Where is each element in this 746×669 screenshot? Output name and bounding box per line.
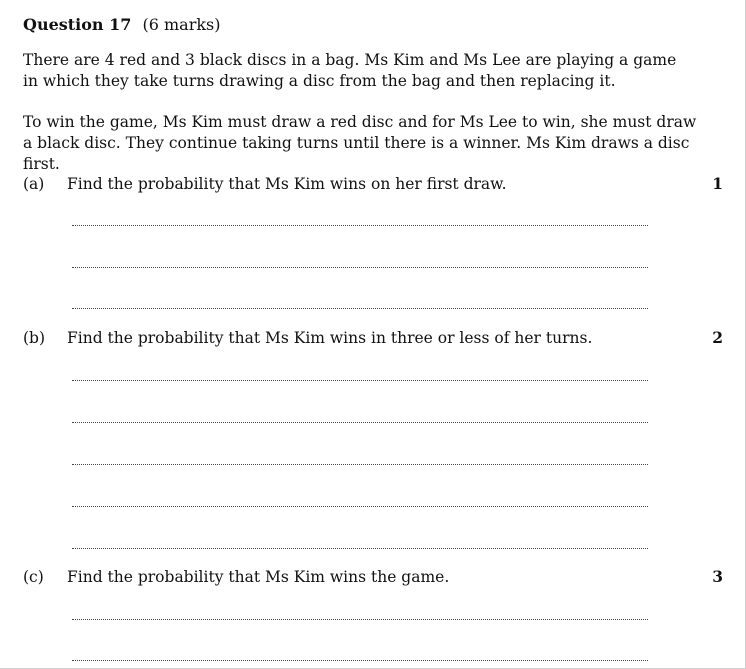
answer-line[interactable] <box>72 380 648 381</box>
part-marks: 3 <box>712 567 723 586</box>
part-marks: 1 <box>712 174 723 193</box>
answer-line[interactable] <box>72 267 648 268</box>
intro-line: There are 4 red and 3 black discs in a bag. Ms Kim and Ms Lee are playing a game <box>23 51 677 69</box>
intro-line: To win the game, Ms Kim must draw a red disc and for Ms Lee to win, she must draw <box>23 113 697 131</box>
answer-line[interactable] <box>72 308 648 309</box>
answer-line[interactable] <box>72 619 648 620</box>
part-a <box>23 173 723 195</box>
part-b <box>23 327 723 349</box>
part-label: (a) <box>23 175 45 193</box>
answer-line[interactable] <box>72 548 648 549</box>
part-question: Find the probability that Ms Kim wins on her first draw. <box>67 175 507 193</box>
answer-line[interactable] <box>72 422 648 423</box>
answer-line[interactable] <box>72 464 648 465</box>
question-header <box>23 14 220 36</box>
part-label: (c) <box>23 568 44 586</box>
question-marks: (6 marks) <box>142 15 221 34</box>
intro-paragraph-1 <box>23 50 677 92</box>
part-question: Find the probability that Ms Kim wins in three or less of her turns. <box>67 329 593 347</box>
intro-line: first. <box>23 155 60 173</box>
intro-paragraph-2 <box>23 112 697 175</box>
part-label: (b) <box>23 329 46 347</box>
answer-line[interactable] <box>72 225 648 226</box>
intro-line: in which they take turns drawing a disc from the bag and then replacing it. <box>23 72 616 90</box>
part-marks: 2 <box>712 328 723 347</box>
part-c <box>23 566 723 588</box>
intro-line: a black disc. They continue taking turns until there is a winner. Ms Kim draws a disc <box>23 134 690 152</box>
part-question: Find the probability that Ms Kim wins the game. <box>67 568 450 586</box>
answer-line[interactable] <box>72 506 648 507</box>
question-title: Question 17 <box>23 15 132 34</box>
answer-line[interactable] <box>72 660 648 661</box>
